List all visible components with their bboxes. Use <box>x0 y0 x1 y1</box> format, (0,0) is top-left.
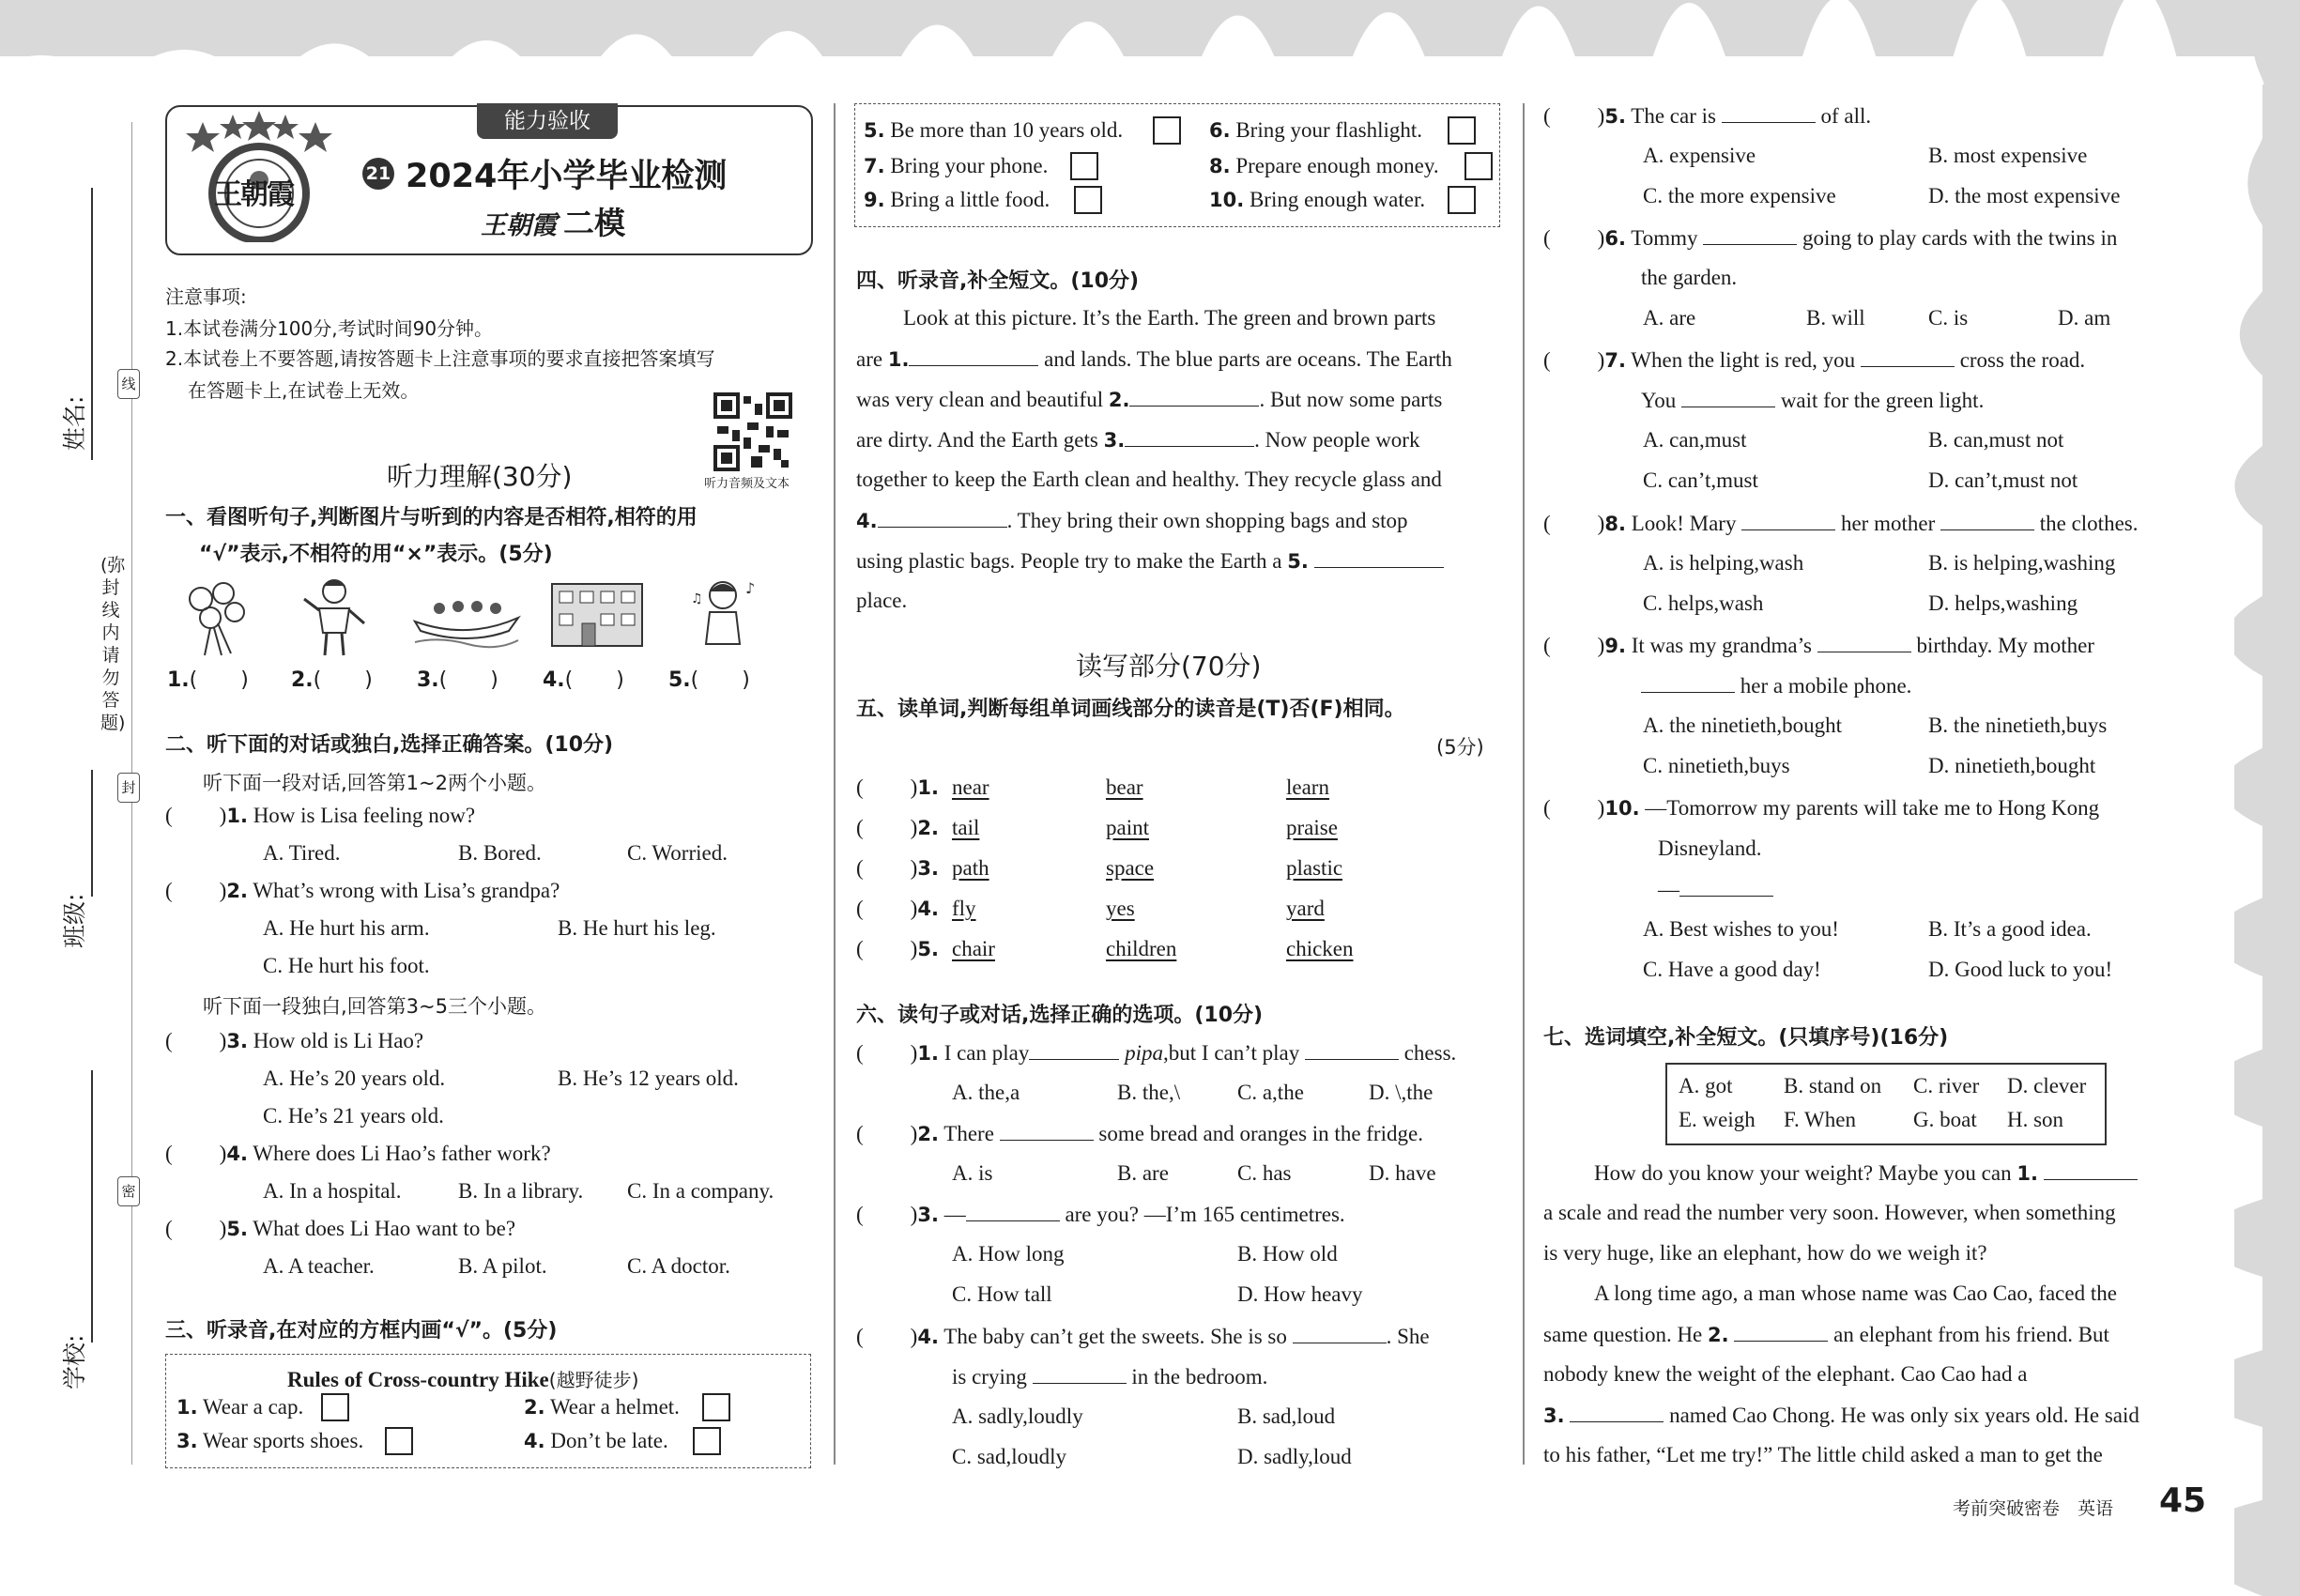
option-c[interactable]: C. is <box>1928 306 1969 330</box>
qr-code-icon[interactable] <box>713 392 792 471</box>
option-d[interactable]: D. How heavy <box>1237 1282 1363 1306</box>
rule-2-checkbox[interactable] <box>702 1393 730 1421</box>
word-bank-item: F. When <box>1784 1108 1856 1131</box>
rule-8: 8. Prepare enough money. <box>1209 154 1439 177</box>
blank-4-4[interactable] <box>878 508 1007 528</box>
brand-signature: 王朝霞 <box>481 211 557 240</box>
column-divider-1 <box>834 103 836 1465</box>
option-b[interactable]: B. most expensive <box>1928 144 2088 167</box>
word-bank-item: C. river <box>1913 1074 1980 1097</box>
phonics-word: paint <box>1106 816 1149 839</box>
option-d[interactable]: D. ninetieth,bought <box>1928 754 2096 777</box>
phonics-word: yes <box>1106 897 1135 920</box>
word-bank-item: D. clever <box>2007 1074 2087 1097</box>
section6-title: 六、读句子或对话,选择正确的选项。(10分) <box>856 1004 1264 1027</box>
phonics-word: plastic <box>1286 856 1343 880</box>
option-b[interactable]: B. is helping,washing <box>1928 551 2116 575</box>
listening-title: 听力理解(30分) <box>387 461 573 492</box>
passage7-line-8: to his father, “Let me try!” The little child asked a man to get the <box>1543 1443 2103 1466</box>
question-2-4[interactable]: ( )4. Where does Li Hao’s father work? <box>165 1142 551 1165</box>
svg-text:♪: ♪ <box>745 579 756 597</box>
option-2-2-b[interactable]: B. He hurt his leg. <box>558 916 716 940</box>
question-2-5[interactable]: ( )5. What does Li Hao want to be? <box>165 1217 516 1240</box>
section5-points: (5分) <box>1436 736 1484 759</box>
option-2-3-a[interactable]: A. He’s 20 years old. <box>263 1067 446 1090</box>
question-6-10-line-2: Disneyland. <box>1658 836 1762 860</box>
option-a[interactable]: A. is <box>952 1161 993 1185</box>
rule-6: 6. Bring your flashlight. <box>1209 118 1423 142</box>
phonics-word: bear <box>1106 775 1143 799</box>
option-2-1-c[interactable]: C. Worried. <box>627 841 728 865</box>
question-number: 5. <box>917 938 939 960</box>
option-d[interactable]: D. am <box>2058 306 2111 330</box>
picture-answer-1[interactable]: 1.( ) <box>167 668 249 692</box>
option-b[interactable]: B. the,\ <box>1117 1081 1181 1104</box>
option-b[interactable]: B. are <box>1117 1161 1169 1185</box>
class-field-line[interactable] <box>91 770 93 897</box>
option-a[interactable]: A. sadly,loudly <box>952 1404 1083 1428</box>
question-6-7-line-2: You wait for the green light. <box>1641 389 1985 412</box>
flower-bouquet-icon <box>173 576 257 657</box>
option-2-5-c[interactable]: C. A doctor. <box>627 1254 730 1278</box>
option-2-2-c[interactable]: C. He hurt his foot. <box>263 954 430 977</box>
option-c[interactable]: C. Have a good day! <box>1643 958 1821 981</box>
option-d[interactable]: D. Good luck to you! <box>1928 958 2113 981</box>
option-2-4-a[interactable]: A. In a hospital. <box>263 1179 402 1203</box>
question-6-10-line-3: — <box>1658 877 1773 902</box>
paren-close: ) <box>910 897 918 920</box>
option-2-4-c[interactable]: C. In a company. <box>627 1179 774 1203</box>
question-6-1[interactable]: ( )1. I can play pipa,but I can’t play chess. <box>856 1041 1457 1065</box>
phonics-answer-paren[interactable] <box>856 775 939 800</box>
paren-open: ( <box>856 775 864 799</box>
question-6-3[interactable]: ( )3. — are you? —I’m 165 centimetres. <box>856 1203 1345 1226</box>
option-d[interactable]: D. have <box>1369 1161 1436 1185</box>
blank-7-1[interactable] <box>2044 1160 2138 1180</box>
column-divider-2 <box>1523 103 1525 1465</box>
notes-line-2b: 在答题卡上,在试卷上无效。 <box>188 379 420 402</box>
rule-1-checkbox[interactable] <box>321 1393 349 1421</box>
option-2-4-b[interactable]: B. In a library. <box>458 1179 584 1203</box>
option-c[interactable]: C. ninetieth,buys <box>1643 754 1790 777</box>
option-d[interactable]: D. \,the <box>1369 1081 1434 1104</box>
phonics-word: yard <box>1286 897 1325 920</box>
phonics-word: chair <box>952 937 995 960</box>
paren-open: ( <box>856 937 864 960</box>
blank-7-3[interactable] <box>1570 1403 1664 1422</box>
passage4-line-7: using plastic bags. People try to make the Earth a 5. <box>856 548 1444 574</box>
qr-caption: 听力音频及文本 <box>704 477 790 491</box>
picture-answer-5[interactable]: 5.( ) <box>668 668 750 692</box>
picture-answer-3[interactable]: 3.( ) <box>417 668 498 692</box>
name-field-line[interactable] <box>91 188 93 460</box>
seal-mark-mi: 密 <box>117 1176 140 1206</box>
section1-title-b: “√”表示,不相符的用“×”表示。(5分) <box>199 543 553 566</box>
question-6-4[interactable]: ( )4. The baby can’t get the sweets. She is so . She <box>856 1325 1430 1348</box>
phonics-answer-paren[interactable] <box>856 937 939 961</box>
option-a[interactable]: A. the,a <box>952 1081 1020 1104</box>
question-6-6-line-2: the garden. <box>1641 266 1738 289</box>
rule-4-checkbox[interactable] <box>693 1427 721 1455</box>
picture-answer-4[interactable]: 4.( ) <box>543 668 624 692</box>
passage7-line-1: How do you know your weight? Maybe you can 1. <box>1594 1160 2138 1186</box>
rule-7-checkbox[interactable] <box>1070 152 1098 180</box>
option-a[interactable]: A. Best wishes to you! <box>1643 917 1839 941</box>
passage7-line-5: same question. He 2. an elephant from his friend. But <box>1543 1323 2109 1346</box>
option-2-2-a[interactable]: A. He hurt his arm. <box>263 916 430 940</box>
rule-10-checkbox[interactable] <box>1448 186 1476 214</box>
question-6-8[interactable]: ( )8. Look! Mary her mother the clothes. <box>1543 512 2139 535</box>
passage7-line-2: a scale and read the number very soon. However, when something <box>1543 1201 2116 1224</box>
readwrite-title: 读写部分(70分) <box>1076 651 1262 682</box>
rule-3-checkbox[interactable] <box>385 1427 413 1455</box>
option-2-1-a[interactable]: A. Tired. <box>263 841 341 865</box>
phonics-answer-paren[interactable] <box>856 897 939 921</box>
seal-mark-xian: 线 <box>117 369 140 399</box>
picture-answer-2[interactable]: 2.( ) <box>291 668 373 692</box>
word-bank-item: H. son <box>2007 1108 2064 1131</box>
passage7-line-4: A long time ago, a man whose name was Cao Cao, faced the <box>1594 1281 2117 1305</box>
option-2-3-b[interactable]: B. He’s 12 years old. <box>558 1067 739 1090</box>
question-2-1[interactable]: ( )1. How is Lisa feeling now? <box>165 804 476 827</box>
section5-title: 五、读单词,判断每组单词画线部分的读音是(T)否(F)相同。 <box>856 698 1405 721</box>
phonics-word: children <box>1106 937 1177 960</box>
question-6-4-line-2: is crying in the bedroom. <box>952 1365 1268 1389</box>
option-a[interactable]: A. can,must <box>1643 428 1747 452</box>
section2-intro-2: 听下面一段独白,回答第3~5三个小题。 <box>203 995 546 1018</box>
phonics-word: near <box>952 775 989 799</box>
seal-mark-feng: 封 <box>117 773 140 803</box>
phonics-word: chicken <box>1286 937 1354 960</box>
rule-10: 10. Bring enough water. <box>1209 188 1426 211</box>
section2-title: 二、听下面的对话或独白,选择正确答案。(10分) <box>165 733 614 757</box>
option-b[interactable]: B. sad,loud <box>1237 1404 1336 1428</box>
paren-open: ( <box>856 897 864 920</box>
question-number: 3. <box>917 857 939 880</box>
name-field-label: 姓名: <box>61 395 88 451</box>
rule-7: 7. Bring your phone. <box>864 154 1049 177</box>
phonics-word: path <box>952 856 989 880</box>
option-2-5-a[interactable]: A. A teacher. <box>263 1254 375 1278</box>
word-bank-item: G. boat <box>1913 1108 1977 1131</box>
option-c[interactable]: C. sad,loudly <box>952 1445 1067 1468</box>
passage4-line-8: place. <box>856 589 908 612</box>
passage4-line-6: 4. . They bring their own shopping bags and stop <box>856 509 1408 532</box>
phonics-word: praise <box>1286 816 1338 839</box>
option-d[interactable]: D. sadly,loud <box>1237 1445 1352 1468</box>
blank-4-1[interactable] <box>909 346 1038 366</box>
rule-4: 4. Don’t be late. <box>524 1429 668 1452</box>
phonics-word: fly <box>952 897 976 920</box>
word-bank-item: E. weigh <box>1679 1108 1756 1131</box>
passage4-line-3: was very clean and beautiful 2. . But now some parts <box>856 388 1443 411</box>
exam-title: 2024年小学毕业检测 <box>406 158 728 195</box>
passage7-line-6: nobody knew the weight of the elephant. Cao Cao had a <box>1543 1362 2028 1386</box>
notes-line-1: 1.本试卷满分100分,考试时间90分钟。 <box>165 317 494 340</box>
option-d[interactable]: D. helps,washing <box>1928 591 2078 615</box>
rule-5-checkbox[interactable] <box>1153 116 1181 145</box>
blank-4-2[interactable] <box>1129 387 1259 407</box>
question-number: 2. <box>917 817 939 839</box>
section4-title: 四、听录音,补全短文。(10分) <box>856 269 1140 293</box>
exam-number-badge: 21 <box>362 158 394 190</box>
section2-intro-1: 听下面一段对话,回答第1~2两个小题。 <box>203 772 546 794</box>
exam-subtitle: 二模 <box>563 205 625 241</box>
word-bank-item: A. got <box>1679 1074 1733 1097</box>
rule-6-checkbox[interactable] <box>1448 116 1476 145</box>
question-6-5[interactable]: ( )5. The car is of all. <box>1543 104 1872 128</box>
word-bank-item: B. stand on <box>1784 1074 1882 1097</box>
question-6-2[interactable]: ( )2. There some bread and oranges in the fridge. <box>856 1122 1423 1145</box>
paren-close: ) <box>910 937 918 960</box>
question-6-9-line-2: her a mobile phone. <box>1641 673 1911 698</box>
seal-notice: (弥封线内请勿答题) <box>100 555 126 733</box>
phonics-word: space <box>1106 856 1155 880</box>
option-c[interactable]: C. a,the <box>1237 1081 1304 1104</box>
question-6-10[interactable]: ( )10. —Tomorrow my parents will take me to Hong Kong <box>1543 796 2100 820</box>
rules-title: Rules of Cross-country Hike(越野徒步) <box>287 1368 639 1391</box>
phonics-word: tail <box>952 816 980 839</box>
question-2-2[interactable]: ( )2. What’s wrong with Lisa’s grandpa? <box>165 879 560 902</box>
rule-3: 3. Wear sports shoes. <box>176 1429 364 1452</box>
question-6-7[interactable]: ( )7. When the light is red, you cross the road. <box>1543 348 2086 372</box>
ability-badge: 能力验收 <box>477 103 618 139</box>
option-b[interactable]: B. the ninetieth,buys <box>1928 714 2108 737</box>
option-2-1-b[interactable]: B. Bored. <box>458 841 542 865</box>
paper-wave-right <box>2234 0 2300 1596</box>
question-number: 4. <box>917 898 939 920</box>
rule-5: 5. Be more than 10 years old. <box>864 118 1124 142</box>
rule-8-checkbox[interactable] <box>1464 152 1493 180</box>
option-b[interactable]: B. can,must not <box>1928 428 2064 452</box>
passage4-line-1: Look at this picture. It’s the Earth. The green and brown parts <box>903 306 1436 330</box>
question-2-3[interactable]: ( )3. How old is Li Hao? <box>165 1029 424 1052</box>
blank-7-2[interactable] <box>1734 1322 1828 1342</box>
paren-open: ( <box>856 816 864 839</box>
option-a[interactable]: A. are <box>1643 306 1696 330</box>
paren-close: ) <box>910 856 918 880</box>
option-a[interactable]: A. the ninetieth,bought <box>1643 714 1843 737</box>
notes-line-2a: 2.本试卷上不要答题,请按答题卡上注意事项的要求直接把答案填写 <box>165 347 715 370</box>
phonics-word: learn <box>1286 775 1329 799</box>
question-6-9[interactable]: ( )9. It was my grandma’s birthday. My mother <box>1543 634 2094 657</box>
passage7-line-7: 3. named Cao Chong. He was only six years old. He said <box>1543 1404 2139 1427</box>
option-c[interactable]: C. How tall <box>952 1282 1052 1306</box>
phonics-answer-paren[interactable] <box>856 816 939 840</box>
svg-text:♫: ♫ <box>691 591 703 606</box>
boy-stretching-icon <box>299 575 370 657</box>
passage4-line-4: are dirty. And the Earth gets 3. . Now people work <box>856 428 1420 452</box>
paren-close: ) <box>910 816 918 839</box>
phonics-answer-paren[interactable] <box>856 856 939 881</box>
option-a[interactable]: A. expensive <box>1643 144 1756 167</box>
rule-1: 1. Wear a cap. <box>176 1395 304 1419</box>
blank-4-3[interactable] <box>1125 427 1254 447</box>
footer-text: 考前突破密卷 英语 <box>1953 1498 2114 1519</box>
school-building-icon <box>548 578 646 648</box>
option-c[interactable]: C. can’t,must <box>1643 468 1758 492</box>
passage4-line-5: together to keep the Earth clean and healthy. They recycle glass and <box>856 468 1442 491</box>
option-2-5-b[interactable]: B. A pilot. <box>458 1254 547 1278</box>
paren-close: ) <box>910 775 918 799</box>
section1-title: 一、看图听句子,判断图片与听到的内容是否相符,相符的用 <box>165 506 698 529</box>
option-d[interactable]: D. the most expensive <box>1928 184 2121 207</box>
question-number: 1. <box>917 776 939 799</box>
option-c[interactable]: C. has <box>1237 1161 1292 1185</box>
option-b[interactable]: B. It’s a good idea. <box>1928 917 2092 941</box>
blank-4-5[interactable] <box>1314 548 1444 568</box>
section3-title: 三、听录音,在对应的方框内画“√”。(5分) <box>165 1319 558 1343</box>
option-d[interactable]: D. can’t,must not <box>1928 468 2078 492</box>
option-b[interactable]: B. will <box>1806 306 1865 330</box>
paren-open: ( <box>856 856 864 880</box>
passage7-line-3: is very huge, like an elephant, how do we weigh it? <box>1543 1241 1987 1265</box>
dragon-boat-icon <box>411 580 522 652</box>
section7-title: 七、选词填空,补全短文。(只填序号)(16分) <box>1543 1026 1949 1050</box>
option-b[interactable]: B. How old <box>1237 1242 1338 1266</box>
question-6-6[interactable]: ( )6. Tommy going to play cards with the twins in <box>1543 226 2118 250</box>
passage4-line-2: are 1. and lands. The blue parts are oceans. The Earth <box>856 347 1452 371</box>
school-field-label: 学校: <box>61 1334 88 1389</box>
rule-9-checkbox[interactable] <box>1074 186 1102 214</box>
school-field-line[interactable] <box>91 1070 93 1343</box>
option-c[interactable]: C. helps,wash <box>1643 591 1764 615</box>
girl-singing-icon <box>682 575 766 657</box>
class-field-label: 班级: <box>61 893 88 948</box>
notes-title: 注意事项: <box>165 285 247 308</box>
option-2-3-c[interactable]: C. He’s 21 years old. <box>263 1104 444 1128</box>
option-a[interactable]: A. is helping,wash <box>1643 551 1804 575</box>
page-number: 45 <box>2159 1481 2207 1520</box>
rule-9: 9. Bring a little food. <box>864 188 1050 211</box>
option-a[interactable]: A. How long <box>952 1242 1065 1266</box>
option-c[interactable]: C. the more expensive <box>1643 184 1836 207</box>
logo-text: 王朝霞 <box>214 178 293 211</box>
rule-2: 2. Wear a helmet. <box>524 1395 680 1419</box>
